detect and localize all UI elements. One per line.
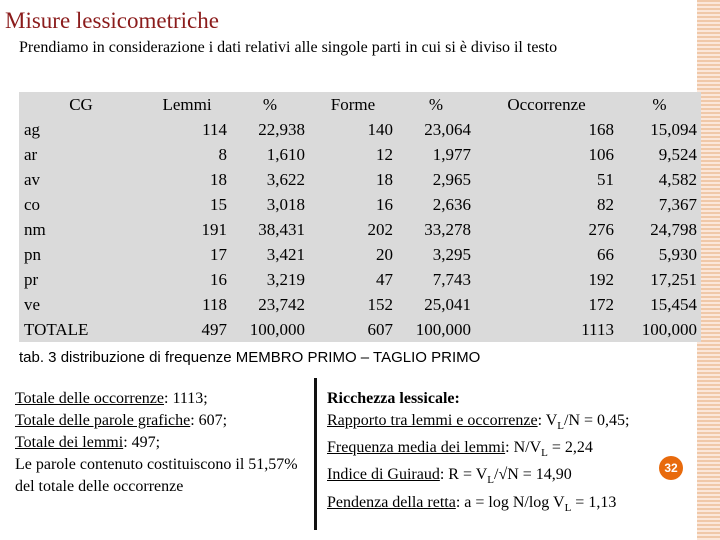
summary-value: : 1113; bbox=[164, 390, 208, 407]
header-lemmi: Lemmi bbox=[162, 95, 212, 114]
cell-occorrenze: 51 bbox=[597, 170, 614, 189]
cell-occorrenze: 82 bbox=[597, 195, 614, 214]
summary-line-occorrenze bbox=[15, 388, 310, 410]
header-percent-lemmi: % bbox=[262, 95, 278, 114]
cell-lemmi: 8 bbox=[218, 145, 227, 164]
summary-label: Totale dei lemmi bbox=[15, 434, 124, 451]
cell-forme: 140 bbox=[367, 120, 393, 139]
richness-label: Pendenza della retta bbox=[327, 493, 456, 511]
cell-lemmi: 191 bbox=[201, 220, 227, 239]
cell-percent-lemmi: 3,018 bbox=[266, 195, 305, 214]
cell-forme: 12 bbox=[376, 145, 393, 164]
cell-occorrenze: 168 bbox=[588, 120, 614, 139]
cell-cg: TOTALE bbox=[24, 320, 89, 339]
table-row bbox=[19, 267, 701, 292]
cell-percent-occorrenze: 24,798 bbox=[650, 220, 697, 239]
formula-part: /N = 0,45; bbox=[564, 412, 630, 429]
cell-percent-forme: 2,636 bbox=[432, 195, 471, 214]
cell-percent-occorrenze: 17,251 bbox=[650, 270, 697, 289]
cell-percent-forme: 1,977 bbox=[432, 145, 471, 164]
cell-percent-forme: 100,000 bbox=[415, 320, 471, 339]
table-row bbox=[19, 117, 701, 142]
formula-subscript: L bbox=[487, 474, 494, 487]
cell-lemmi: 16 bbox=[210, 270, 227, 289]
cell-forme: 47 bbox=[376, 270, 393, 289]
cell-lemmi: 17 bbox=[210, 245, 227, 264]
table-header-row bbox=[19, 92, 701, 117]
formula-part: = 2,24 bbox=[547, 439, 593, 457]
intro-text: Prendiamo in considerazione i dati relativi alle singole parti in cui si è diviso il testo bbox=[19, 39, 558, 56]
cell-cg: av bbox=[24, 170, 41, 189]
table-row bbox=[19, 242, 701, 267]
header-cg: CG bbox=[69, 95, 93, 114]
cell-percent-occorrenze: 4,582 bbox=[658, 170, 697, 189]
cell-percent-lemmi: 100,000 bbox=[249, 320, 305, 339]
cell-percent-forme: 25,041 bbox=[424, 295, 471, 314]
formula-subscript: L bbox=[541, 447, 548, 460]
summary-line-parole-grafiche bbox=[15, 410, 310, 432]
richness-line-pendenza bbox=[327, 492, 697, 519]
cell-percent-occorrenze: 7,367 bbox=[658, 195, 697, 214]
cell-forme: 18 bbox=[376, 170, 393, 189]
vertical-divider bbox=[314, 378, 317, 530]
cell-percent-occorrenze: 15,094 bbox=[650, 120, 697, 139]
formula-subscript: L bbox=[564, 501, 572, 514]
table-total-row bbox=[19, 317, 701, 342]
cell-cg: ag bbox=[24, 120, 41, 139]
header-occorrenze: Occorrenze bbox=[507, 95, 586, 114]
cell-percent-forme: 7,743 bbox=[432, 270, 471, 289]
summary-label: Totale delle occorrenze bbox=[15, 390, 165, 407]
cell-percent-lemmi: 1,610 bbox=[266, 145, 305, 164]
cell-lemmi: 118 bbox=[202, 295, 227, 314]
cell-occorrenze: 66 bbox=[597, 245, 614, 264]
cell-percent-lemmi: 22,938 bbox=[258, 120, 305, 139]
cell-occorrenze: 276 bbox=[588, 220, 614, 239]
header-forme: Forme bbox=[330, 95, 376, 114]
table-row bbox=[19, 217, 701, 242]
header-percent-forme: % bbox=[428, 95, 444, 114]
cell-forme: 202 bbox=[367, 220, 393, 239]
cell-forme: 152 bbox=[367, 295, 393, 314]
table-caption: tab. 3 distribuzione di frequenze MEMBRO PRIMO – TAGLIO PRIMO bbox=[19, 349, 481, 366]
cell-percent-lemmi: 23,742 bbox=[258, 295, 305, 314]
cell-occorrenze: 1113 bbox=[581, 320, 614, 339]
cell-percent-occorrenze: 9,524 bbox=[658, 145, 697, 164]
richness-line-frequenza bbox=[327, 437, 697, 464]
cell-lemmi: 18 bbox=[210, 170, 227, 189]
formula-part: : N/V bbox=[505, 439, 542, 457]
cell-forme: 20 bbox=[376, 245, 393, 264]
formula-subscript: L bbox=[557, 420, 565, 433]
cell-percent-lemmi: 3,219 bbox=[266, 270, 305, 289]
lexical-richness bbox=[327, 388, 697, 519]
cell-cg: nm bbox=[24, 220, 46, 239]
summary-line-lemmi bbox=[15, 432, 310, 454]
cell-percent-lemmi: 38,431 bbox=[258, 220, 305, 239]
richness-label: Rapporto tra lemmi e occorrenze bbox=[327, 412, 538, 429]
table-row bbox=[19, 142, 701, 167]
formula-part: = 1,13 bbox=[571, 493, 617, 511]
formula-part: /√N = 14,90 bbox=[494, 466, 572, 484]
formula-part: : R = V bbox=[439, 466, 488, 484]
richness-line-guiraud bbox=[327, 464, 697, 491]
richness-heading: Ricchezza lessicale: bbox=[327, 390, 460, 407]
page-number-badge: 32 bbox=[659, 456, 683, 480]
cell-percent-forme: 23,064 bbox=[424, 120, 471, 139]
cell-percent-occorrenze: 15,454 bbox=[650, 295, 697, 314]
totals-summary bbox=[15, 388, 310, 498]
formula-part: : a = log N/log V bbox=[455, 493, 565, 511]
cell-lemmi: 497 bbox=[201, 320, 227, 339]
table-row bbox=[19, 167, 701, 192]
table-row bbox=[19, 192, 701, 217]
cell-occorrenze: 172 bbox=[588, 295, 614, 314]
cell-forme: 607 bbox=[367, 320, 393, 339]
summary-value: : 497; bbox=[123, 434, 161, 451]
cell-lemmi: 15 bbox=[210, 195, 227, 214]
cell-occorrenze: 106 bbox=[588, 145, 614, 164]
cell-occorrenze: 192 bbox=[588, 270, 614, 289]
cell-cg: co bbox=[24, 195, 41, 214]
header-percent-occorrenze: % bbox=[652, 95, 667, 114]
cell-cg: pn bbox=[24, 245, 41, 264]
richness-label: Frequenza media dei lemmi bbox=[327, 439, 506, 457]
slide-title: Misure lessicometriche bbox=[5, 8, 219, 33]
summary-line-contenuto: Le parole contenuto costituiscono il 51,57% del totale delle occorrenze bbox=[15, 456, 298, 495]
cell-forme: 16 bbox=[376, 195, 393, 214]
cell-percent-occorrenze: 5,930 bbox=[658, 245, 697, 264]
table-row bbox=[19, 292, 701, 317]
formula-part: : V bbox=[537, 412, 558, 429]
richness-line-rapporto bbox=[327, 410, 697, 437]
cell-percent-lemmi: 3,421 bbox=[266, 245, 305, 264]
frequency-table bbox=[19, 92, 701, 342]
cell-cg: ve bbox=[24, 295, 41, 314]
cell-percent-lemmi: 3,622 bbox=[266, 170, 305, 189]
cell-percent-forme: 33,278 bbox=[424, 220, 471, 239]
cell-percent-forme: 3,295 bbox=[432, 245, 471, 264]
cell-percent-occorrenze: 100,000 bbox=[641, 320, 697, 339]
cell-percent-forme: 2,965 bbox=[432, 170, 471, 189]
cell-cg: pr bbox=[24, 270, 39, 289]
richness-label: Indice di Guiraud bbox=[327, 466, 440, 484]
cell-lemmi: 114 bbox=[202, 120, 227, 139]
cell-cg: ar bbox=[24, 145, 38, 164]
summary-value: : 607; bbox=[190, 412, 228, 429]
summary-label: Totale delle parole grafiche bbox=[15, 412, 191, 429]
